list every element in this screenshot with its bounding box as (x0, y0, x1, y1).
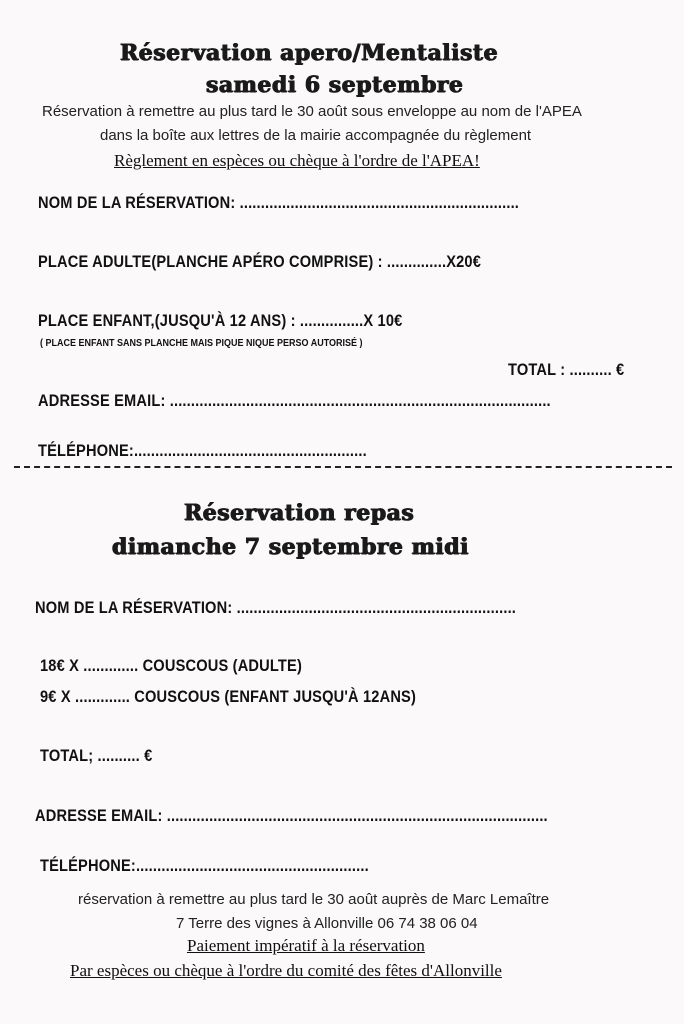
field-place-adulte[interactable]: PLACE ADULTE(PLANCHE APÉRO COMPRISE) : ..............X20€ (38, 252, 482, 271)
field-telephone-1[interactable]: TÉLÉPHONE:....................................................... (38, 441, 367, 460)
info-line-1: Réservation à remettre au plus tard le 30 août sous enveloppe au nom de l'APEA (42, 103, 582, 120)
field-nom-reservation-2[interactable]: NOM DE LA RÉSERVATION: .................................................................. (35, 598, 517, 617)
field-nom-reservation-1[interactable]: NOM DE LA RÉSERVATION: .................................................................. (38, 193, 520, 212)
info-line-2: dans la boîte aux lettres de la mairie accompagnée du règlement (100, 127, 532, 144)
field-telephone-2[interactable]: TÉLÉPHONE:....................................................... (40, 856, 369, 875)
field-total-2[interactable]: TOTAL; .......... € (40, 746, 153, 765)
field-email-2[interactable]: ADRESSE EMAIL: .......................................................................................... (35, 806, 548, 825)
payment-apea: Règlement en espèces ou chèque à l'ordre de l'APEA! (114, 151, 480, 170)
title-date-dimanche: dimanche 7 septembre midi (112, 534, 469, 560)
field-place-enfant[interactable]: PLACE ENFANT,(JUSQU'À 12 ANS) : ...............X 10€ (38, 311, 403, 330)
field-couscous-adulte[interactable]: 18€ X ............. COUSCOUS (ADULTE) (40, 656, 302, 675)
field-couscous-enfant[interactable]: 9€ X ............. COUSCOUS (ENFANT JUSQU'À 12ANS) (40, 687, 417, 706)
footer-info-line-1: réservation à remettre au plus tard le 30 août auprès de Marc Lemaître (78, 891, 550, 908)
field-email-1[interactable]: ADRESSE EMAIL: .......................................................................................... (38, 391, 551, 410)
title-apero: Réservation apero/Mentaliste (120, 40, 499, 66)
field-total-1[interactable]: TOTAL : .......... € (508, 360, 625, 379)
payment-comite: Par espèces ou chèque à l'ordre du comité des fêtes d'Allonville (70, 961, 502, 980)
title-date-samedi: samedi 6 septembre (206, 72, 464, 98)
footer-info-line-2: 7 Terre des vignes à Allonville 06 74 38 06 04 (176, 915, 478, 932)
title-repas: Réservation repas (184, 500, 415, 526)
payment-imperatif: Paiement impératif à la réservation (187, 936, 425, 955)
cut-line-divider (14, 466, 672, 468)
place-enfant-note: ( PLACE ENFANT SANS PLANCHE MAIS PIQUE NIQUE PERSO AUTORISÉ ) (40, 338, 363, 349)
